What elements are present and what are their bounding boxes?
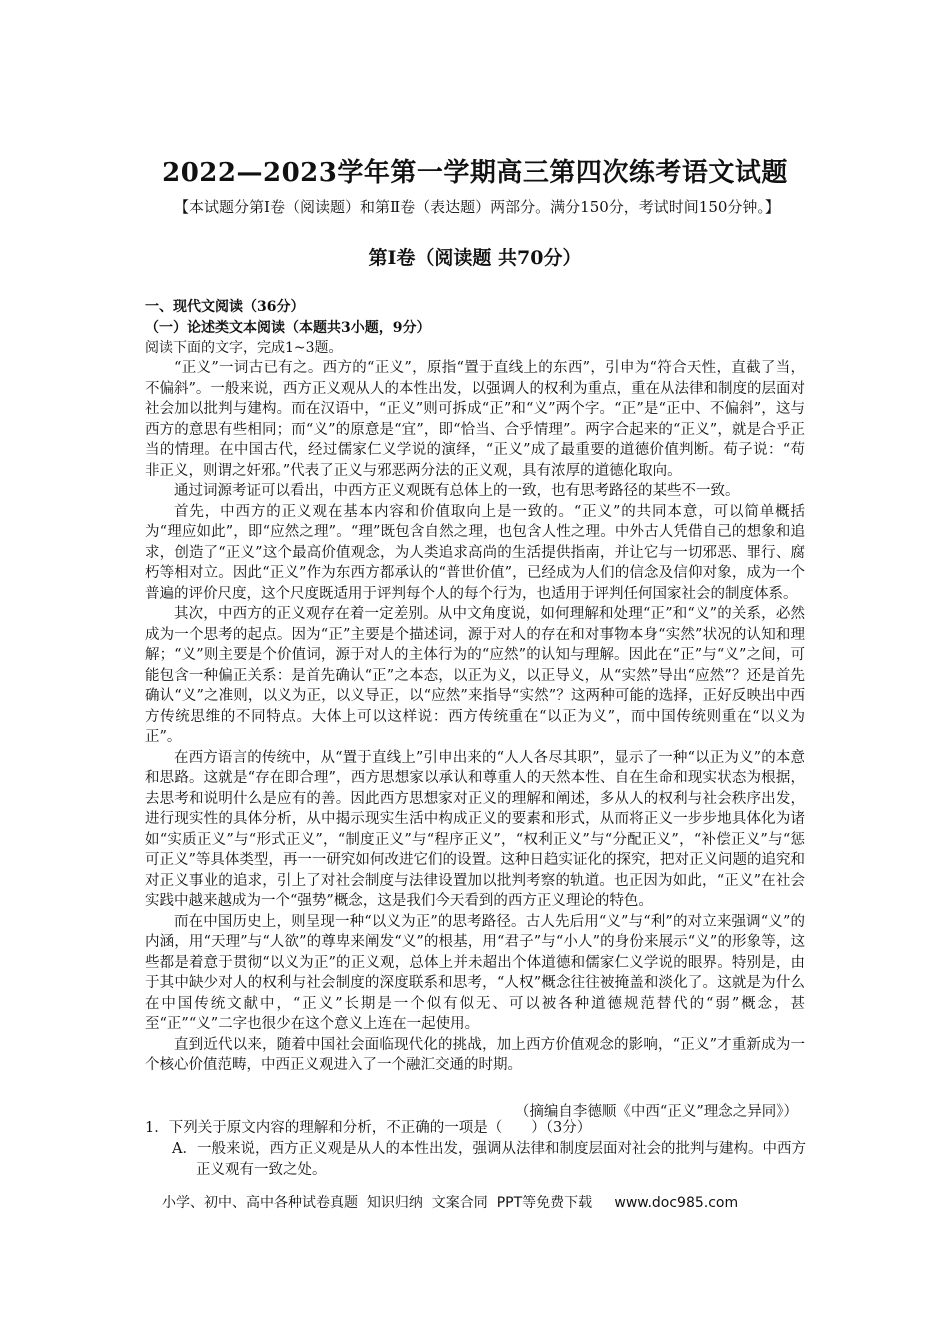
question-1-stem: 1．下列关于原文内容的理解和分析，不正确的一项是（ ）（3分） xyxy=(145,1120,592,1136)
article-paragraph: “正义”一词古已有之。西方的“正义”，原指“置于直线上的东西”，引申为“符合天性，直截了当，不偏斜”。一般来说，西方正义观从人的本性出发，以强调人的权利为重点，重在从法律和制度的层面对社会加以批判与建构。而在汉语中，“正义”则可拆成“正”和“义”两个字。“正”是“正中、不偏斜”，这与西方的意思有些相同；而“义”的原意是“宜”，即“恰当、合乎情理”。两字合起来的“正义”，就是合乎正当的情理。在中国古代，经过儒家仁义学说的演绎，“正义”成了最重要的道德价值判断。荀子说：“苟非正义，则谓之奸邪。”代表了正义与邪恶两分法的正义观，具有浓厚的道德化取向。 xyxy=(145,360,805,479)
section-heading-modern-reading: 一、现代文阅读（36分） xyxy=(145,299,305,315)
article-source: （摘编自李德顺《中西“正义”理念之异同》） xyxy=(514,1104,798,1120)
article-paragraph: 首先，中西方的正义观在基本内容和价值取向上是一致的。“正义”的共同本意，可以简单概括为“理应如此”，即“应然之理”。“理”既包含自然之理，也包含人性之理。中外古人凭借自己的想象和追求，创造了“正义”这个最高价值观念，为人类追求高尚的生活提供指南，并让它与一切邪恶、罪行、腐朽等相对立。因此“正义”作为东西方都承认的“普世价值”，已经成为人们的信念及信仰对象，成为一个普遍的评价尺度，这个尺度既适用于评判每个人的每个行为，也适用于评判任何国家社会的制度体系。 xyxy=(145,503,805,602)
section-subheading-argumentative: （一）论述类文本阅读（本题共3小题，9分） xyxy=(145,320,431,336)
article-paragraph: 而在中国历史上，则呈现一种“以义为正”的思考路径。古人先后用“义”与“利”的对立来强调“义”的内涵，用“天理”与“人欲”的尊卑来阐发“义”的根基，用“君子”与“小人”的身份来展示“义”的形象等，这些都是着意于贯彻“以义为正”的正义观，总体上并未超出个体道德和儒家仁义学说的眼界。特别是，由于其中缺少对人的权利与社会制度的深度联系和思考，“人权”概念往往被掩盖和淡化了。这就是为什么在中国传统文献中，“正义”长期是一个似有似无、可以被各种道德规范替代的“弱”概念，甚至“正”“义”二字也很少在这个意义上连在一起使用。 xyxy=(145,913,805,1032)
article-paragraph: 其次，中西方的正义观存在着一定差别。从中文角度说，如何理解和处理“正”和“义”的关系，必然成为一个思考的起点。因为“正”主要是个描述词，源于对人的存在和对事物本身“实然”状况的认知和理解；“义”则主要是个价值词，源于对人的主体行为的“应然”的认知与理解。因此在“正”与“义”之间，可能包含一种偏正关系：是首先确认“正”之本态，以正为义，以正导义，从“实然”导出“应然”？还是首先确认“义”之准则，以义为正，以义导正，以“应然”来指导“实然”？这两种可能的选择，正好反映出中西方传统思维的不同特点。大体上可以这样说：西方传统重在“以正为义”，而中国传统则重在“以义为正”。 xyxy=(145,606,805,745)
reading-instruction: 阅读下面的文字，完成1~3题。 xyxy=(145,340,343,356)
question-1-option-a xyxy=(172,1139,807,1181)
article-body xyxy=(145,358,805,1076)
article-paragraph: 在西方语言的传统中，从“置于直线上”引申出来的“人人各尽其职”，显示了一种“以正为义”的本意和思路。这就是“存在即合理”，西方思想家以承认和尊重人的天然本性、自在生命和现实状态为根据，去思考和说明什么是应有的善。因此西方思想家对正义的理解和阐述，多从人的权利与社会秩序出发，进行现实性的具体分析，从中揭示现实生活中构成正义的要素和形式，从而将正义一步步地具体化为诸如“实质正义”与“形式正义”，“制度正义”与“程序正义”，“权利正义”与“分配正义”，“补偿正义”与“惩可正义”等具体类型，再一一研究如何改进它们的设置。这种日趋实证化的探究，把对正义问题的追究和对正义事业的追求，引上了对社会制度与法律设置加以批判考察的轨道。也正因为如此，“正义”在社会实践中越来越成为一个“强势”概念，这是我们今天看到的西方正义理论的特色。 xyxy=(145,749,805,909)
part-title: 第Ⅰ卷（阅读题 共70分） xyxy=(368,247,582,269)
exam-note: 【本试题分第Ⅰ卷（阅读题）和第Ⅱ卷（表达题）两部分。满分150分，考试时间150分钟。】 xyxy=(174,198,780,216)
exam-title: 2022—2023学年第一学期高三第四次练考语文试题 xyxy=(162,158,788,188)
article-paragraph: 通过词源考证可以看出，中西方正义观既有总体上的一致，也有思考路径的某些不一致。 xyxy=(174,483,740,499)
option-a-text: A．一般来说，西方正义观是从人的本性出发，强调从法律和制度层面对社会的批判与建构。中西方正义观有一致之处。 xyxy=(172,1141,806,1178)
article-paragraph: 直到近代以来，随着中国社会面临现代化的挑战，加上西方价值观念的影响，“正义”才重新成为一个核心价值范畴，中西正义观进入了一个融汇交通的时期。 xyxy=(145,1036,805,1073)
footer-advert: 小学、初中、高中各种试卷真题 知识归纳 文案合同 PPT等免费下载 www.doc985.com xyxy=(162,1195,739,1211)
